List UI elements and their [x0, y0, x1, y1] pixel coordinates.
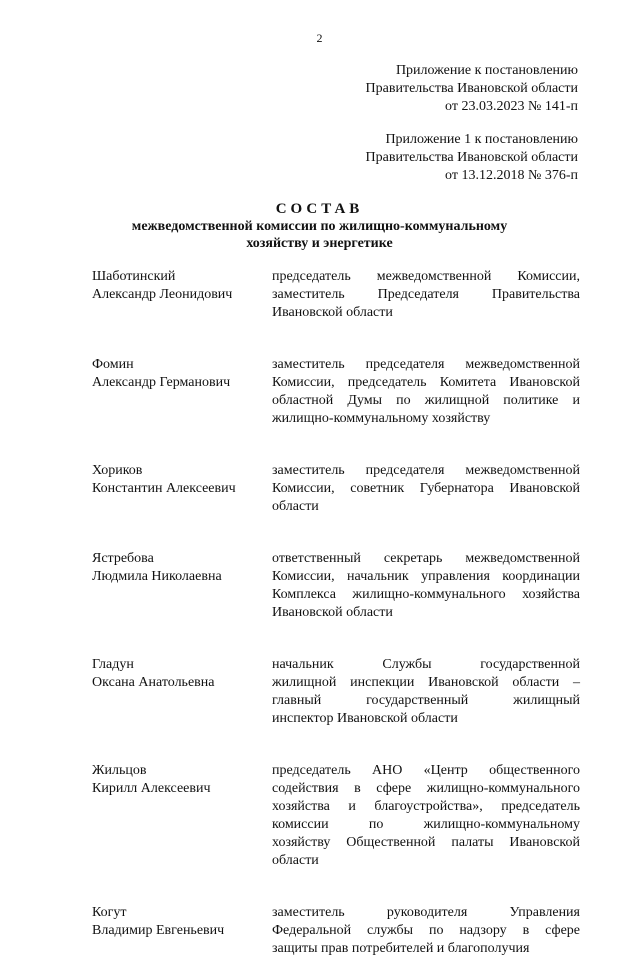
appendix-line: от 13.12.2018 № 376-п	[445, 168, 578, 183]
member-role-line: начальник Службы государственной	[272, 657, 580, 672]
member-surname: Хориков	[92, 463, 143, 478]
member-role-line: Комиссии, советник Губернатора Ивановской	[272, 481, 580, 496]
member-role	[272, 904, 580, 958]
member-entry	[92, 356, 580, 428]
member-role	[272, 656, 580, 728]
member-role-line: Комиссии, начальник управления координации	[272, 569, 580, 584]
member-role-line: председатель межведомственной Комиссии,	[272, 269, 580, 284]
member-entry	[92, 550, 580, 622]
member-role-line: жилищно-коммунальному хозяйству	[272, 411, 491, 426]
title-heading: СОСТАВ	[275, 201, 364, 217]
member-given-names: Александр Германович	[92, 375, 231, 390]
page-number: 2	[316, 31, 323, 45]
member-role	[272, 762, 580, 870]
member-surname: Ястребова	[92, 551, 154, 566]
member-role	[272, 268, 580, 322]
member-name	[92, 462, 262, 498]
member-role-line: областной Думы по жилищной политике и	[272, 393, 580, 408]
member-role-line: области	[272, 853, 319, 868]
member-role	[272, 462, 580, 516]
appendix-line: Приложение к постановлению	[395, 63, 578, 78]
member-role-line: Ивановской области	[272, 605, 393, 620]
member-entry	[92, 762, 580, 870]
appendix-line: Правительства Ивановской области	[365, 150, 578, 165]
member-given-names: Александр Леонидович	[92, 287, 233, 302]
member-name	[92, 904, 262, 940]
appendix-current-decree	[366, 62, 578, 116]
member-role-line: хозяйству Общественной палаты Ивановской	[272, 835, 580, 850]
member-entry	[92, 268, 580, 322]
member-role	[272, 550, 580, 622]
title-subtitle-line: межведомственной комиссии по жилищно-коммунальному	[131, 219, 508, 234]
appendix-line: Правительства Ивановской области	[365, 81, 578, 96]
member-entry	[92, 656, 580, 728]
member-name	[92, 550, 262, 586]
document-title	[0, 200, 639, 252]
appendix-original-decree	[366, 131, 578, 185]
member-surname: Шаботинский	[92, 269, 176, 284]
member-entry	[92, 462, 580, 516]
member-entry	[92, 904, 580, 958]
member-surname: Гладун	[92, 657, 134, 672]
member-name	[92, 656, 262, 692]
member-role-line: защиты прав потребителей и благополучия	[272, 941, 530, 956]
member-role-line: заместитель председателя межведомственной	[272, 357, 580, 372]
member-role-line: хозяйства и благоустройства», председатель	[272, 799, 580, 814]
member-role-line: главный государственный жилищный	[272, 693, 580, 708]
member-given-names: Оксана Анатольевна	[92, 675, 215, 690]
member-role-line: Ивановской области	[272, 305, 393, 320]
member-role-line: Комплекса жилищно-коммунального хозяйства	[272, 587, 580, 602]
member-role	[272, 356, 580, 428]
member-role-line: заместитель председателя межведомственной	[272, 463, 580, 478]
member-role-line: ответственный секретарь межведомственной	[272, 551, 580, 566]
appendix-line: Приложение 1 к постановлению	[385, 132, 578, 147]
member-role-line: комиссии по жилищно-коммунальному	[272, 817, 580, 832]
member-role-line: области	[272, 499, 319, 514]
member-surname: Жильцов	[92, 763, 147, 778]
members-list	[92, 268, 580, 958]
member-role-line: Федеральной службы по надзору в сфере	[272, 923, 580, 938]
member-role-line: жилищной инспекции Ивановской области –	[272, 675, 580, 690]
appendix-line: от 23.03.2023 № 141-п	[445, 99, 578, 114]
title-subtitle-line: хозяйству и энергетике	[246, 236, 393, 251]
member-given-names: Константин Алексеевич	[92, 481, 236, 496]
member-given-names: Владимир Евгеньевич	[92, 923, 225, 938]
member-role-line: Комиссии, председатель Комитета Ивановской	[272, 375, 580, 390]
member-role-line: заместитель Председателя Правительства	[272, 287, 580, 302]
member-name	[92, 356, 262, 392]
member-role-line: инспектор Ивановской области	[272, 711, 458, 726]
member-role-line: председатель АНО «Центр общественного	[272, 763, 580, 778]
member-name	[92, 762, 262, 798]
member-given-names: Людмила Николаевна	[92, 569, 222, 584]
member-role-line: заместитель руководителя Управления	[272, 905, 580, 920]
member-name	[92, 268, 262, 304]
member-surname: Когут	[92, 905, 127, 920]
member-role-line: содействия в сфере жилищно-коммунального	[272, 781, 580, 796]
member-surname: Фомин	[92, 357, 134, 372]
member-given-names: Кирилл Алексеевич	[92, 781, 211, 796]
